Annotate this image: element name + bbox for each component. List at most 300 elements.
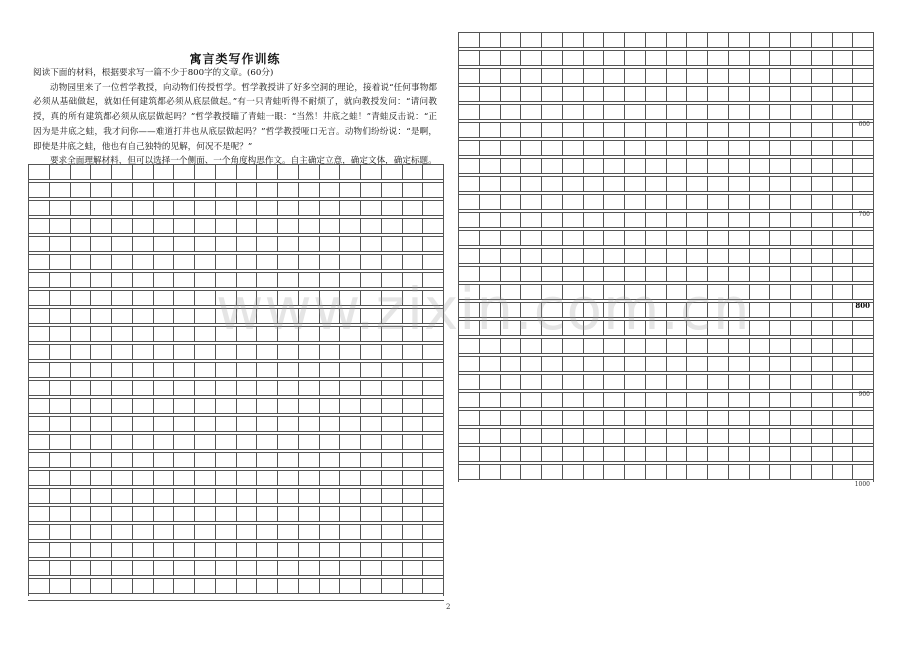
grid-cell[interactable] (542, 231, 563, 245)
grid-cell[interactable] (133, 201, 154, 215)
grid-cell[interactable] (174, 183, 195, 197)
grid-cell[interactable] (299, 165, 320, 179)
grid-cell[interactable] (361, 381, 382, 395)
grid-cell[interactable] (584, 123, 605, 137)
grid-cell[interactable] (708, 339, 729, 353)
grid-cell[interactable] (257, 345, 278, 359)
grid-cell[interactable] (423, 309, 443, 323)
grid-cell[interactable] (71, 237, 92, 251)
grid-cell[interactable] (729, 447, 750, 461)
grid-cell[interactable] (667, 429, 688, 443)
grid-cell[interactable] (729, 87, 750, 101)
grid-cell[interactable] (729, 33, 750, 47)
grid-cell[interactable] (299, 525, 320, 539)
grid-cell[interactable] (112, 543, 133, 557)
grid-cell[interactable] (750, 285, 771, 299)
grid-cell[interactable] (340, 489, 361, 503)
grid-cell[interactable] (278, 165, 299, 179)
grid-cell[interactable] (154, 201, 175, 215)
grid-cell[interactable] (112, 381, 133, 395)
grid-cell[interactable] (708, 465, 729, 479)
grid-cell[interactable] (563, 51, 584, 65)
grid-cell[interactable] (480, 447, 501, 461)
grid-cell[interactable] (708, 285, 729, 299)
grid-cell[interactable] (320, 507, 341, 521)
grid-cell[interactable] (501, 285, 522, 299)
grid-cell[interactable] (459, 465, 480, 479)
grid-cell[interactable] (91, 399, 112, 413)
grid-cell[interactable] (791, 177, 812, 191)
grid-cell[interactable] (403, 417, 424, 431)
grid-cell[interactable] (278, 525, 299, 539)
grid-cell[interactable] (667, 195, 688, 209)
grid-cell[interactable] (216, 309, 237, 323)
grid-cell[interactable] (625, 177, 646, 191)
grid-cell[interactable] (216, 453, 237, 467)
grid-cell[interactable] (133, 579, 154, 593)
grid-cell[interactable] (687, 177, 708, 191)
grid-cell[interactable] (423, 165, 443, 179)
grid-cell[interactable] (216, 327, 237, 341)
grid-cell[interactable] (853, 141, 873, 155)
grid-cell[interactable] (584, 375, 605, 389)
grid-cell[interactable] (195, 273, 216, 287)
grid-cell[interactable] (729, 429, 750, 443)
grid-cell[interactable] (480, 159, 501, 173)
grid-cell[interactable] (521, 321, 542, 335)
grid-cell[interactable] (195, 309, 216, 323)
grid-cell[interactable] (382, 489, 403, 503)
grid-cell[interactable] (563, 105, 584, 119)
grid-cell[interactable] (812, 429, 833, 443)
grid-cell[interactable] (361, 255, 382, 269)
grid-cell[interactable] (133, 525, 154, 539)
grid-cell[interactable] (812, 267, 833, 281)
grid-cell[interactable] (340, 345, 361, 359)
grid-cell[interactable] (361, 489, 382, 503)
grid-cell[interactable] (521, 357, 542, 371)
grid-cell[interactable] (237, 417, 258, 431)
grid-cell[interactable] (91, 327, 112, 341)
grid-cell[interactable] (154, 399, 175, 413)
grid-cell[interactable] (299, 309, 320, 323)
grid-cell[interactable] (423, 327, 443, 341)
grid-cell[interactable] (833, 51, 854, 65)
grid-cell[interactable] (604, 447, 625, 461)
grid-cell[interactable] (708, 375, 729, 389)
grid-cell[interactable] (708, 177, 729, 191)
grid-cell[interactable] (501, 69, 522, 83)
grid-cell[interactable] (521, 33, 542, 47)
grid-cell[interactable] (604, 249, 625, 263)
grid-cell[interactable] (382, 183, 403, 197)
grid-cell[interactable] (708, 69, 729, 83)
grid-cell[interactable] (299, 255, 320, 269)
grid-cell[interactable] (237, 219, 258, 233)
grid-cell[interactable] (708, 33, 729, 47)
grid-cell[interactable] (71, 453, 92, 467)
grid-cell[interactable] (216, 489, 237, 503)
grid-cell[interactable] (174, 543, 195, 557)
grid-cell[interactable] (584, 321, 605, 335)
grid-cell[interactable] (791, 87, 812, 101)
grid-cell[interactable] (687, 339, 708, 353)
grid-cell[interactable] (29, 273, 50, 287)
grid-cell[interactable] (216, 381, 237, 395)
grid-cell[interactable] (480, 141, 501, 155)
grid-cell[interactable] (382, 165, 403, 179)
grid-cell[interactable] (542, 429, 563, 443)
grid-cell[interactable] (382, 237, 403, 251)
grid-cell[interactable] (361, 237, 382, 251)
grid-cell[interactable] (154, 183, 175, 197)
grid-cell[interactable] (237, 471, 258, 485)
grid-cell[interactable] (237, 255, 258, 269)
grid-cell[interactable] (257, 165, 278, 179)
grid-cell[interactable] (625, 249, 646, 263)
grid-cell[interactable] (604, 339, 625, 353)
grid-cell[interactable] (563, 123, 584, 137)
grid-cell[interactable] (299, 453, 320, 467)
grid-cell[interactable] (237, 525, 258, 539)
grid-cell[interactable] (687, 51, 708, 65)
grid-cell[interactable] (646, 411, 667, 425)
grid-cell[interactable] (625, 375, 646, 389)
grid-cell[interactable] (237, 345, 258, 359)
grid-cell[interactable] (133, 435, 154, 449)
grid-cell[interactable] (791, 375, 812, 389)
grid-cell[interactable] (521, 465, 542, 479)
grid-cell[interactable] (667, 105, 688, 119)
grid-cell[interactable] (563, 429, 584, 443)
grid-cell[interactable] (278, 345, 299, 359)
grid-cell[interactable] (770, 231, 791, 245)
grid-cell[interactable] (237, 579, 258, 593)
grid-cell[interactable] (791, 303, 812, 317)
grid-cell[interactable] (521, 447, 542, 461)
grid-cell[interactable] (542, 195, 563, 209)
grid-cell[interactable] (729, 195, 750, 209)
grid-cell[interactable] (833, 285, 854, 299)
grid-cell[interactable] (112, 453, 133, 467)
grid-cell[interactable] (667, 393, 688, 407)
grid-cell[interactable] (563, 195, 584, 209)
grid-cell[interactable] (729, 231, 750, 245)
grid-cell[interactable] (646, 213, 667, 227)
grid-cell[interactable] (459, 339, 480, 353)
grid-cell[interactable] (708, 51, 729, 65)
grid-cell[interactable] (50, 309, 71, 323)
grid-cell[interactable] (320, 381, 341, 395)
grid-cell[interactable] (174, 579, 195, 593)
grid-cell[interactable] (687, 123, 708, 137)
grid-cell[interactable] (563, 285, 584, 299)
grid-cell[interactable] (604, 123, 625, 137)
grid-cell[interactable] (216, 165, 237, 179)
grid-cell[interactable] (71, 309, 92, 323)
grid-cell[interactable] (112, 165, 133, 179)
grid-cell[interactable] (403, 561, 424, 575)
grid-cell[interactable] (361, 471, 382, 485)
grid-cell[interactable] (812, 447, 833, 461)
grid-cell[interactable] (133, 327, 154, 341)
grid-cell[interactable] (459, 105, 480, 119)
grid-cell[interactable] (50, 345, 71, 359)
grid-cell[interactable] (257, 507, 278, 521)
grid-cell[interactable] (729, 465, 750, 479)
grid-cell[interactable] (133, 561, 154, 575)
grid-cell[interactable] (687, 429, 708, 443)
grid-cell[interactable] (320, 201, 341, 215)
grid-cell[interactable] (50, 381, 71, 395)
grid-cell[interactable] (812, 375, 833, 389)
grid-cell[interactable] (812, 51, 833, 65)
grid-cell[interactable] (480, 177, 501, 191)
grid-cell[interactable] (382, 399, 403, 413)
grid-cell[interactable] (237, 561, 258, 575)
grid-cell[interactable] (646, 303, 667, 317)
grid-cell[interactable] (112, 363, 133, 377)
grid-cell[interactable] (257, 219, 278, 233)
grid-cell[interactable] (770, 87, 791, 101)
grid-cell[interactable] (403, 183, 424, 197)
grid-cell[interactable] (853, 213, 873, 227)
grid-cell[interactable] (521, 285, 542, 299)
grid-cell[interactable] (604, 393, 625, 407)
grid-cell[interactable] (584, 339, 605, 353)
grid-cell[interactable] (278, 435, 299, 449)
grid-cell[interactable] (403, 489, 424, 503)
grid-cell[interactable] (501, 141, 522, 155)
grid-cell[interactable] (320, 183, 341, 197)
grid-cell[interactable] (423, 363, 443, 377)
grid-cell[interactable] (812, 339, 833, 353)
grid-cell[interactable] (521, 141, 542, 155)
grid-cell[interactable] (770, 339, 791, 353)
grid-cell[interactable] (770, 195, 791, 209)
grid-cell[interactable] (216, 201, 237, 215)
grid-cell[interactable] (50, 525, 71, 539)
grid-cell[interactable] (320, 489, 341, 503)
grid-cell[interactable] (71, 561, 92, 575)
grid-cell[interactable] (29, 183, 50, 197)
grid-cell[interactable] (750, 33, 771, 47)
grid-cell[interactable] (708, 321, 729, 335)
grid-cell[interactable] (112, 489, 133, 503)
grid-cell[interactable] (299, 183, 320, 197)
grid-cell[interactable] (646, 141, 667, 155)
grid-cell[interactable] (423, 345, 443, 359)
grid-cell[interactable] (480, 69, 501, 83)
grid-cell[interactable] (423, 417, 443, 431)
grid-cell[interactable] (521, 159, 542, 173)
grid-cell[interactable] (750, 159, 771, 173)
grid-cell[interactable] (812, 195, 833, 209)
grid-cell[interactable] (791, 105, 812, 119)
grid-cell[interactable] (257, 417, 278, 431)
grid-cell[interactable] (812, 285, 833, 299)
grid-cell[interactable] (403, 435, 424, 449)
grid-cell[interactable] (687, 357, 708, 371)
grid-cell[interactable] (625, 213, 646, 227)
grid-cell[interactable] (340, 255, 361, 269)
grid-cell[interactable] (501, 51, 522, 65)
grid-cell[interactable] (563, 159, 584, 173)
grid-cell[interactable] (278, 471, 299, 485)
grid-cell[interactable] (216, 579, 237, 593)
grid-cell[interactable] (667, 159, 688, 173)
grid-cell[interactable] (216, 183, 237, 197)
grid-cell[interactable] (50, 561, 71, 575)
grid-cell[interactable] (216, 543, 237, 557)
grid-cell[interactable] (459, 393, 480, 407)
grid-cell[interactable] (791, 123, 812, 137)
grid-cell[interactable] (687, 285, 708, 299)
grid-cell[interactable] (112, 201, 133, 215)
grid-cell[interactable] (278, 543, 299, 557)
grid-cell[interactable] (853, 375, 873, 389)
grid-cell[interactable] (729, 339, 750, 353)
grid-cell[interactable] (646, 249, 667, 263)
grid-cell[interactable] (50, 363, 71, 377)
grid-cell[interactable] (770, 357, 791, 371)
grid-cell[interactable] (382, 291, 403, 305)
grid-cell[interactable] (646, 87, 667, 101)
grid-cell[interactable] (299, 219, 320, 233)
grid-cell[interactable] (667, 213, 688, 227)
grid-cell[interactable] (195, 561, 216, 575)
grid-cell[interactable] (112, 417, 133, 431)
grid-cell[interactable] (542, 267, 563, 281)
grid-cell[interactable] (174, 165, 195, 179)
grid-cell[interactable] (770, 51, 791, 65)
grid-cell[interactable] (320, 525, 341, 539)
grid-cell[interactable] (542, 141, 563, 155)
grid-cell[interactable] (750, 321, 771, 335)
grid-cell[interactable] (50, 273, 71, 287)
grid-cell[interactable] (71, 471, 92, 485)
grid-cell[interactable] (403, 219, 424, 233)
grid-cell[interactable] (791, 321, 812, 335)
grid-cell[interactable] (729, 357, 750, 371)
grid-cell[interactable] (542, 69, 563, 83)
grid-cell[interactable] (423, 489, 443, 503)
grid-cell[interactable] (257, 525, 278, 539)
grid-cell[interactable] (361, 291, 382, 305)
grid-cell[interactable] (750, 87, 771, 101)
grid-cell[interactable] (112, 507, 133, 521)
grid-cell[interactable] (320, 309, 341, 323)
grid-cell[interactable] (521, 51, 542, 65)
grid-cell[interactable] (195, 489, 216, 503)
grid-cell[interactable] (584, 465, 605, 479)
grid-cell[interactable] (833, 339, 854, 353)
grid-cell[interactable] (195, 255, 216, 269)
grid-cell[interactable] (604, 303, 625, 317)
grid-cell[interactable] (521, 231, 542, 245)
grid-cell[interactable] (50, 165, 71, 179)
grid-cell[interactable] (521, 69, 542, 83)
grid-cell[interactable] (112, 183, 133, 197)
grid-cell[interactable] (625, 339, 646, 353)
grid-cell[interactable] (833, 411, 854, 425)
grid-cell[interactable] (154, 579, 175, 593)
grid-cell[interactable] (812, 393, 833, 407)
grid-cell[interactable] (71, 291, 92, 305)
grid-cell[interactable] (542, 411, 563, 425)
grid-cell[interactable] (584, 195, 605, 209)
grid-cell[interactable] (770, 321, 791, 335)
grid-cell[interactable] (542, 33, 563, 47)
grid-cell[interactable] (195, 165, 216, 179)
grid-cell[interactable] (521, 87, 542, 101)
grid-cell[interactable] (729, 213, 750, 227)
grid-cell[interactable] (174, 417, 195, 431)
grid-cell[interactable] (257, 363, 278, 377)
grid-cell[interactable] (770, 285, 791, 299)
grid-cell[interactable] (791, 69, 812, 83)
grid-cell[interactable] (382, 417, 403, 431)
grid-cell[interactable] (195, 327, 216, 341)
grid-cell[interactable] (667, 267, 688, 281)
grid-cell[interactable] (708, 303, 729, 317)
grid-cell[interactable] (729, 285, 750, 299)
grid-cell[interactable] (667, 51, 688, 65)
grid-cell[interactable] (833, 465, 854, 479)
grid-cell[interactable] (278, 399, 299, 413)
grid-cell[interactable] (563, 33, 584, 47)
grid-cell[interactable] (340, 291, 361, 305)
grid-cell[interactable] (50, 255, 71, 269)
grid-cell[interactable] (257, 561, 278, 575)
grid-cell[interactable] (361, 525, 382, 539)
grid-cell[interactable] (708, 87, 729, 101)
grid-cell[interactable] (812, 357, 833, 371)
grid-cell[interactable] (750, 429, 771, 443)
grid-cell[interactable] (563, 213, 584, 227)
grid-cell[interactable] (791, 195, 812, 209)
grid-cell[interactable] (382, 381, 403, 395)
grid-cell[interactable] (403, 543, 424, 557)
grid-cell[interactable] (812, 105, 833, 119)
grid-cell[interactable] (521, 393, 542, 407)
grid-cell[interactable] (791, 285, 812, 299)
grid-cell[interactable] (584, 177, 605, 191)
grid-cell[interactable] (812, 33, 833, 47)
grid-cell[interactable] (646, 285, 667, 299)
grid-cell[interactable] (542, 105, 563, 119)
grid-cell[interactable] (257, 543, 278, 557)
grid-cell[interactable] (833, 177, 854, 191)
grid-cell[interactable] (853, 303, 873, 317)
grid-cell[interactable] (584, 51, 605, 65)
grid-cell[interactable] (71, 165, 92, 179)
grid-cell[interactable] (154, 435, 175, 449)
grid-cell[interactable] (50, 237, 71, 251)
grid-cell[interactable] (563, 249, 584, 263)
grid-cell[interactable] (770, 429, 791, 443)
grid-cell[interactable] (584, 285, 605, 299)
grid-cell[interactable] (257, 453, 278, 467)
grid-cell[interactable] (729, 51, 750, 65)
grid-cell[interactable] (667, 231, 688, 245)
grid-cell[interactable] (521, 123, 542, 137)
grid-cell[interactable] (480, 357, 501, 371)
grid-cell[interactable] (237, 327, 258, 341)
grid-cell[interactable] (133, 309, 154, 323)
grid-cell[interactable] (729, 177, 750, 191)
grid-cell[interactable] (646, 69, 667, 83)
